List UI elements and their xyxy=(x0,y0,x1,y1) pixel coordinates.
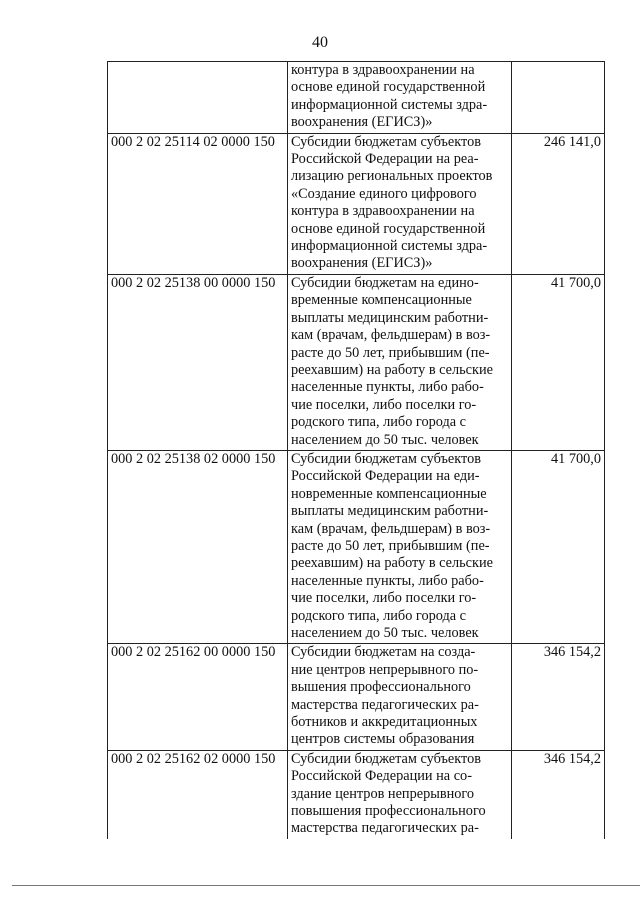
budget-code-cell: 000 2 02 25138 00 0000 150 xyxy=(108,274,288,450)
budget-code-cell: 000 2 02 25162 02 0000 150 xyxy=(108,750,288,839)
budget-revenue-table xyxy=(107,61,605,840)
revenue-name-cell: Субсидии бюджетам субъектов Российской Федерации на со- здание центров непрерывного повышения профессионального мастерства педагогических ра- xyxy=(288,750,512,839)
amount-cell: 41 700,0 xyxy=(512,274,605,450)
table-row xyxy=(108,750,605,839)
page-number: 40 xyxy=(312,34,328,51)
page-bottom-margin xyxy=(107,839,605,909)
amount-cell: 246 141,0 xyxy=(512,133,605,274)
table-row xyxy=(108,450,605,643)
budget-code-cell: 000 2 02 25162 00 0000 150 xyxy=(108,644,288,750)
revenue-name-cell: Субсидии бюджетам на едино- временные компенсационные выплаты медицинским работни- кам (врачам, фельдшерам) в воз- расте до 50 лет, прибывшим (пе- реехавшим) на работу в сельские населенные пункты, либо рабо- чие поселки, либо поселки го- родского типа, либо города с населением до 50 тыс. человек xyxy=(288,274,512,450)
revenue-name-cell: контура в здравоохранении на основе единой государственной информационной системы здра- воохранения (ЕГИСЗ)» xyxy=(288,62,512,134)
revenue-name-cell: Субсидии бюджетам на созда- ние центров непрерывного по- вышения профессионального мастерства педагогических ра- ботников и аккредитационных центров системы образования xyxy=(288,644,512,750)
amount-cell: 346 154,2 xyxy=(512,750,605,839)
footer-rule xyxy=(12,885,640,886)
amount-cell xyxy=(512,62,605,134)
amount-cell: 41 700,0 xyxy=(512,450,605,643)
table-row xyxy=(108,133,605,274)
revenue-name-cell: Субсидии бюджетам субъектов Российской Федерации на еди- новременные компенсационные выплаты медицинским работни- кам (врачам, фельдшерам) в воз- расте до 50 лет, прибывшим (пе- реехавшим) на работу в сельские населенные пункты, либо рабо- чие поселки, либо поселки го- родского типа, либо города с населением до 50 тыс. человек xyxy=(288,450,512,643)
table-row xyxy=(108,644,605,750)
budget-code-cell: 000 2 02 25138 02 0000 150 xyxy=(108,450,288,643)
revenue-name-cell: Субсидии бюджетам субъектов Российской Федерации на реа- лизацию региональных проектов «Создание единого цифрового контура в здравоохранении на основе единой государственной информационной системы здра- воохранения (ЕГИСЗ)» xyxy=(288,133,512,274)
budget-code-cell xyxy=(108,62,288,134)
table-row xyxy=(108,62,605,134)
amount-cell: 346 154,2 xyxy=(512,644,605,750)
budget-code-cell: 000 2 02 25114 02 0000 150 xyxy=(108,133,288,274)
table-row xyxy=(108,274,605,450)
